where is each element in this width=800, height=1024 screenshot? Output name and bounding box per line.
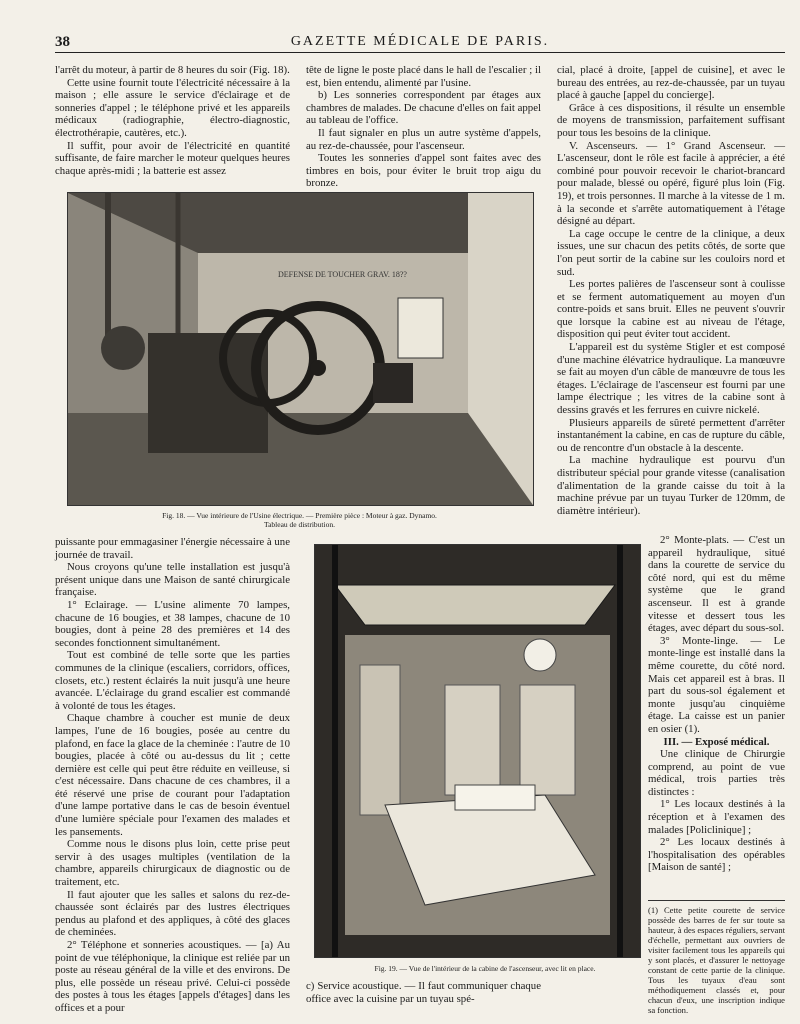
caption-line: Fig. 18. — Vue intérieure de l'Usine électrique. — Première pièce : Moteur à gaz. Dynamo. <box>162 511 437 520</box>
paragraph: puissante pour emmagasiner l'énergie nécessaire à une journée de travail. <box>55 536 290 561</box>
wall-sign-text: DEFENSE DE TOUCHER GRAV. 18?? <box>278 270 407 279</box>
paragraph: 1° Eclairage. — L'usine alimente 70 lampes, chacune de 16 bougies, et 38 lampes, chacune de 10 bougies, dont à peine 28 des premières et 14 des secondes fonctionnent simultanément. <box>55 598 290 649</box>
figure-19-caption: Fig. 19. — Vue de l'intérieur de la cabine de l'ascenseur, avec lit en place. <box>374 964 596 973</box>
paragraph: Toutes les sonneries d'appel sont faites avec des timbres en bois, pour éviter le bruit trop aigu du bronze. <box>306 152 541 190</box>
paragraph: Il suffit, pour avoir de l'électricité en quantité suffisante, de faire marcher le moteur quelques heures chaque après-midi ; la batterie est assez <box>55 139 290 177</box>
paragraph: Grâce à ces dispositions, il résulte un ensemble de moyens de transmission, parfaitement suffisant pour tous les besoins de la clinique. <box>557 101 785 139</box>
engine-room-illustration <box>68 193 533 505</box>
paragraph: 2° Téléphone et sonneries acoustiques. — [a) Au point de vue téléphonique, la clinique est reliée par un poste au réseau général de la ville et des environs. De plus, elle possède un réseau privé. Celui-ci possède des postes à tous les étages [appels d'étages] dans les offices et a pour <box>55 939 290 1014</box>
right-column-top <box>557 64 785 517</box>
paragraph: 3° Monte-linge. — Le monte-linge est installé dans la même courette, du côté nord. Mais cet appareil est à bras. Il part du sous-sol également et monte jusqu'au cinquième étage. La caisse est un panier en osier (1). <box>648 634 785 735</box>
figure-18-caption <box>67 511 532 529</box>
paragraph: c) Service acoustique. — Il faut communiquer chaque office avec la cuisine par un tuyau spé- <box>306 980 541 1005</box>
paragraph: 1° Les locaux destinés à la réception et à l'examen des malades [Policlinique] ; <box>648 798 785 836</box>
caption-line: Tableau de distribution. <box>264 520 335 529</box>
paragraph: cial, placé à droite, [appel de cuisine], et avec le bureau des entrées, au rez-de-chaussée, par un tuyau placé à gauche [appel du concierge]. <box>557 64 785 102</box>
figure-18-photo <box>67 192 534 506</box>
figure-19-photo <box>314 544 641 958</box>
paragraph: Comme nous le disons plus loin, cette prise peut servir à des usages multiples (ventilation de la chambre, appareils chirurgicaux de diagnostic ou de traitement, etc. <box>55 838 290 889</box>
paragraph: Nous croyons qu'une telle installation est jusqu'à présent unique dans une Maison de santé chirurgicale française. <box>55 561 290 599</box>
left-column-top <box>55 64 290 177</box>
paragraph: Plusieurs appareils de sûreté permettent d'arrêter instantanément la cabine, en cas de rupture du câble, ou de rencontre d'un obstacle à la descente. <box>557 416 785 454</box>
right-column-bottom <box>648 534 785 874</box>
page-header <box>55 30 785 53</box>
paragraph: Cette usine fournit toute l'électricité nécessaire à la maison ; elle assure le service d'éclairage et de sonneries d'appel ; le téléphone privé et les appareils médicaux (radiographie, électro-diagnostic, électrothérapie, cautères, etc.). <box>55 76 290 139</box>
paragraph: Chaque chambre à coucher est munie de deux lampes, l'une de 16 bougies, posée au centre du plafond, en face la glace de la cheminée : l'autre de 10 bougies, placée à côté ou au-dessus du lit ; cette dernière est celle qui peut être réduite en veilleuse, si c'est nécessaire. Dans chacune de ces chambres, il a été réservé une prise de courant pour l'adaptation d'une lampe portative dans le cas de besoin éventuel d'une lumière spéciale pour l'examen des malades et les pansements. <box>55 712 290 838</box>
paragraph: Il faut signaler en plus un autre système d'appels, au rez-de-chaussée, pour l'ascenseur. <box>306 126 541 152</box>
paragraph: L'appareil est du système Stigler et est composé d'une machine élévatrice hydraulique. La manœuvre se fait au moyen d'un câble de manœuvre de tous les étages. L'éclairage de l'ascenseur est fourni par une lampe électrique ; les vitres de la cabine sont à dessins gravés et les ferrures en cuivre nickelé. <box>557 341 785 417</box>
paragraph: tête de ligne le poste placé dans le hall de l'escalier ; il est, bien entendu, alimenté par l'usine. <box>306 64 541 89</box>
paragraph: Les portes palières de l'ascenseur sont à coulisse et se ferment automatiquement au moyen d'un contre-poids et sans bruit. Elles ne peuvent s'ouvrir que lorsque la cabine est au niveau de l'étage, disposition qui peut éviter tout accident. <box>557 278 785 341</box>
left-column-bottom <box>55 536 290 1015</box>
paragraph: Une clinique de Chirurgie comprend, au point de vue médical, trois parties très distinctes : <box>648 748 785 798</box>
paragraph: Tout est combiné de telle sorte que les parties communes de la clinique (escaliers, corridors, offices, closets, etc.) restent éclairés la nuit jusqu'à une heure avancée. L'éclairage du grand escalier est commandé à volonté de tous les étages. <box>55 649 290 712</box>
paragraph: Il faut ajouter que les salles et salons du rez-de-chaussée sont éclairés par des lustres électriques pendus au plafond et des appliques, à côté des glaces de cheminées. <box>55 888 290 939</box>
section-heading: III. — Exposé médical. <box>663 735 770 748</box>
paragraph: 2° Monte-plats. — C'est un appareil hydraulique, situé dans la courette de service du côté nord, qui est du même système que le grand ascenseur. Il est à grande vitesse et dessert tous les étages, avec départ du sous-sol. <box>648 534 785 635</box>
paragraph: V. Ascenseurs. — 1° Grand Ascenseur. — L'ascenseur, dont le rôle est facile à apprécier, a été combiné pour pouvoir recevoir le chariot-brancard pour malade, blessé ou opéré, figuré plus loin (Fig. 19), et trois personnes. Il marche à la vitesse de 1 m. à la seconde et s'arrête automatiquement à l'étage désigné au départ. <box>557 139 785 228</box>
page-number: 38 <box>55 34 70 50</box>
elevator-cabin-illustration <box>315 545 640 957</box>
paragraph: b) Les sonneries correspondent par étages aux chambres de malades. De chacune d'elles on fait appel au tableau de l'office. <box>306 89 541 127</box>
paragraph: La machine hydraulique est pourvu d'un distributeur spécial pour grande vitesse (canalisation d'alimentation de la grande caisse du toit à la machine prévue par un tuyau Turker de 120mm, de diamètre intérieur). <box>557 454 785 517</box>
paragraph: 2° Les locaux destinés à l'hospitalisation des opérables [Maison de santé] ; <box>648 836 785 874</box>
middle-column-top <box>306 64 541 190</box>
paragraph: La cage occupe le centre de la clinique, a deux issues, une sur chacun des petits côtés, de sorte que l'on peut sortir de la cabine sur les couloirs nord et sud. <box>557 227 785 278</box>
paragraph: l'arrêt du moteur, à partir de 8 heures du soir (Fig. 18). <box>55 64 290 76</box>
footnote <box>648 900 785 1015</box>
middle-column-bottom <box>306 980 541 1005</box>
footnote-text: (1) Cette petite courette de service possède des barres de fer sur toute sa hauteur, à des espaces réguliers, servant d'échelle, permettant aux ouvriers de visiter facilement tous les appareils qui y sont placés, et d'assurer le nettoyage constant de cette partie de la clinique. Tous les tuyaux d'eau sont méthodiquement classés et, pour chacun d'eux, une inscription indique sa fonction. <box>648 905 785 1015</box>
journal-title: GAZETTE MÉDICALE DE PARIS. <box>290 34 550 49</box>
